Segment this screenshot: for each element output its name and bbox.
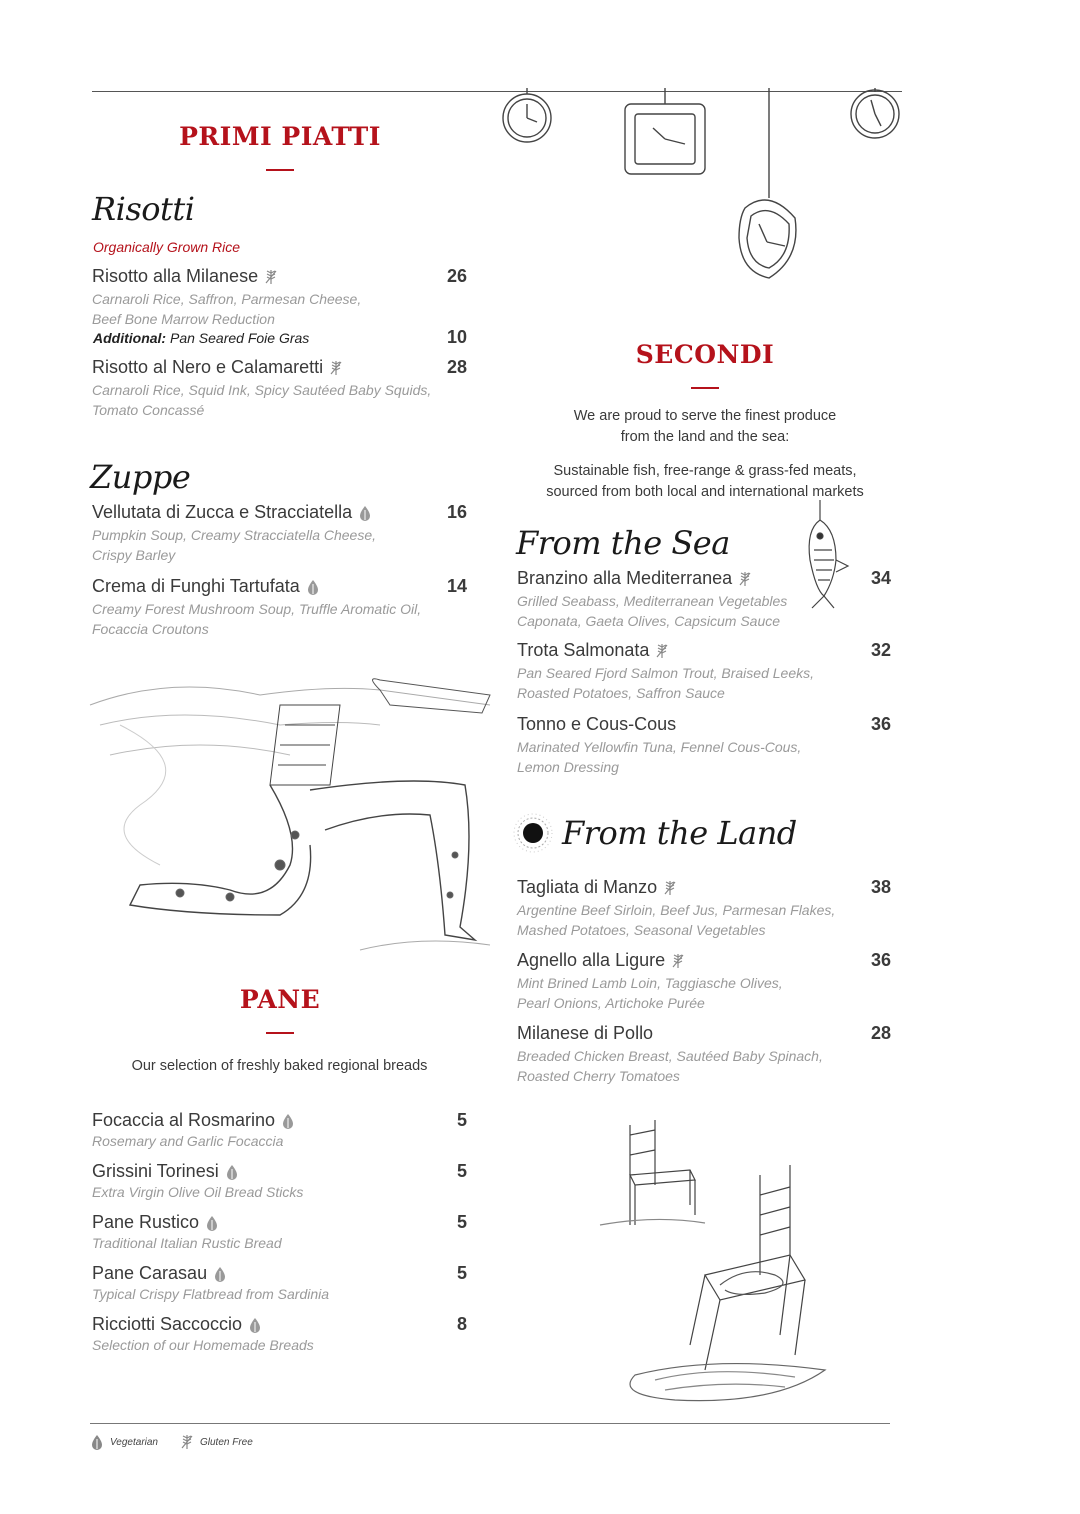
item-name: Tagliata di Manzo: [517, 877, 658, 897]
item-desc-line: Mashed Potatoes, Seasonal Vegetables: [517, 921, 766, 938]
item-name: Milanese di Pollo: [517, 1023, 654, 1043]
item-description: Typical Crispy Flatbread from Sardinia: [92, 1286, 330, 1302]
vegetarian-icon: [205, 1215, 219, 1231]
vegetarian-icon: [358, 505, 372, 521]
menu-item-grissini: [92, 1161, 467, 1203]
item-name: Focaccia al Rosmarino: [92, 1110, 276, 1130]
menu-item-branzino: [517, 568, 891, 631]
item-desc-line: Breaded Chicken Breast, Sautéed Baby Spinach,: [517, 1048, 823, 1064]
item-price: 16: [446, 502, 467, 522]
item-price: 34: [870, 568, 891, 588]
gluten-free-icon: [671, 953, 685, 969]
vegetarian-icon: [248, 1317, 262, 1333]
item-description: [92, 290, 467, 329]
menu-item-risotto-nero: [92, 357, 467, 420]
item-desc-line: Carnaroli Rice, Saffron, Parmesan Cheese,: [92, 291, 362, 307]
primi-piatti-title: PRIMI PIATTI: [179, 122, 381, 151]
menu-item-ricciotti: [92, 1314, 467, 1356]
menu-item-milanese-pollo: [517, 1023, 891, 1086]
chairs-sketch: [595, 1115, 845, 1410]
item-description: [517, 592, 891, 631]
item-desc-line: Focaccia Croutons: [92, 620, 209, 637]
item-name: Vellutata di Zucca e Stracciatella: [92, 502, 353, 522]
item-name: Pane Carasau: [92, 1263, 208, 1283]
intro-line: Sustainable fish, free-range & grass-fed meats,: [553, 463, 857, 479]
item-desc-line: Grilled Seabass, Mediterranean Vegetables: [517, 593, 788, 609]
item-name: Risotto alla Milanese: [92, 266, 259, 286]
intro-line: We are proud to serve the finest produce: [573, 408, 837, 424]
item-desc-line: Creamy Forest Mushroom Soup, Truffle Aromatic Oil,: [92, 601, 422, 617]
item-name: Pane Rustico: [92, 1212, 200, 1232]
gluten-free-icon: [180, 1434, 194, 1450]
item-description: Rosemary and Garlic Focaccia: [92, 1133, 284, 1149]
item-price: 14: [446, 576, 467, 596]
item-desc-line: Caponata, Gaeta Olives, Capsicum Sauce: [517, 612, 781, 629]
item-description: [92, 526, 467, 565]
bottom-rule: [90, 1423, 890, 1424]
item-price: 5: [456, 1212, 467, 1232]
vegetarian-icon: [90, 1434, 104, 1450]
item-desc-line: Roasted Potatoes, Saffron Sauce: [517, 684, 725, 701]
item-name: Tonno e Cous-Cous: [517, 714, 677, 734]
gluten-free-icon: [329, 360, 343, 376]
item-price: 38: [870, 877, 891, 897]
gluten-free-icon: [264, 269, 278, 285]
item-price: 5: [456, 1110, 467, 1130]
item-desc-line: Pearl Onions, Artichoke Purée: [517, 994, 705, 1011]
vegetarian-icon: [281, 1113, 295, 1129]
secondi-intro: [505, 406, 905, 503]
item-desc-line: Beef Bone Marrow Reduction: [92, 310, 275, 327]
item-desc-line: Carnaroli Rice, Squid Ink, Spicy Sautéed Baby Squids,: [92, 382, 432, 398]
additional-label: Additional:: [93, 330, 167, 346]
menu-item-pane-carasau: [92, 1263, 467, 1305]
menu-item-risotto-milanese: [92, 266, 467, 329]
risotti-subheading: Organically Grown Rice: [93, 239, 241, 255]
intro-line: from the land and the sea:: [620, 429, 790, 445]
item-desc-line: Tomato Concassé: [92, 401, 205, 418]
from-the-sea-heading: From the Sea: [516, 524, 730, 562]
item-desc-line: Crispy Barley: [92, 546, 176, 563]
item-desc-line: Argentine Beef Sirloin, Beef Jus, Parmesan Flakes,: [517, 902, 836, 918]
item-price: 8: [456, 1314, 467, 1334]
legend-vegetarian: Vegetarian: [110, 1436, 158, 1448]
item-description: [517, 1047, 891, 1086]
vegetarian-icon: [213, 1266, 227, 1282]
secondi-title: SECONDI: [635, 340, 775, 369]
item-name: Branzino alla Mediterranea: [517, 568, 733, 588]
item-price: 26: [446, 266, 467, 286]
menu-item-tagliata: [517, 877, 891, 940]
item-description: Extra Virgin Olive Oil Bread Sticks: [92, 1184, 304, 1200]
item-description: [517, 901, 891, 940]
item-name: Agnello alla Ligure: [517, 950, 666, 970]
intro-line: sourced from both local and international markets: [546, 484, 864, 500]
pane-intro: Our selection of freshly baked regional breads: [131, 1058, 428, 1074]
pane-dash: [266, 1032, 294, 1034]
pane-title: PANE: [239, 985, 321, 1014]
item-name: Trota Salmonata: [517, 640, 650, 660]
pane-heading: [140, 985, 420, 1034]
item-description: Traditional Italian Rustic Bread: [92, 1235, 282, 1251]
item-description: [517, 738, 891, 777]
from-the-land-heading: From the Land: [562, 814, 797, 852]
item-name: Risotto al Nero e Calamaretti: [92, 357, 324, 377]
menu-item-focaccia: [92, 1110, 467, 1152]
item-description: [517, 974, 891, 1013]
legend-gluten-free: Gluten Free: [200, 1436, 253, 1448]
secondi-dash: [691, 387, 719, 389]
item-desc-line: Pan Seared Fjord Salmon Trout, Braised Leeks,: [517, 665, 815, 681]
vegetarian-icon: [225, 1164, 239, 1180]
gluten-free-icon: [738, 571, 752, 587]
item-name: Grissini Torinesi: [92, 1161, 219, 1181]
gluten-free-icon: [655, 643, 669, 659]
item-price: 36: [870, 950, 891, 970]
item-name: Ricciotti Saccoccio: [92, 1314, 243, 1334]
menu-item-pane-rustico: [92, 1212, 467, 1254]
secondi-heading: [565, 340, 845, 389]
item-desc-line: Roasted Cherry Tomatoes: [517, 1067, 680, 1084]
item-description: Selection of our Homemade Breads: [92, 1337, 314, 1353]
additional-price: 10: [446, 327, 467, 347]
menu-item-tonno: [517, 714, 891, 777]
item-description: [92, 600, 467, 639]
item-price: 36: [870, 714, 891, 734]
menu-item-crema-funghi: [92, 576, 467, 639]
item-desc-line: Mint Brined Lamb Loin, Taggiasche Olives,: [517, 975, 783, 991]
item-description: [517, 664, 891, 703]
vegetarian-icon: [306, 579, 320, 595]
item-price: 28: [446, 357, 467, 377]
gluten-free-icon: [663, 880, 677, 896]
clocks-sketch: [495, 88, 915, 288]
menu-item-trota: [517, 640, 891, 703]
running-figure-sketch: [80, 665, 500, 975]
item-price: 28: [870, 1023, 891, 1043]
item-price: 5: [456, 1161, 467, 1181]
zuppe-heading: Zuppe: [90, 458, 191, 496]
item-desc-line: Lemon Dressing: [517, 758, 619, 775]
menu-item-agnello: [517, 950, 891, 1013]
item-price: 5: [456, 1263, 467, 1283]
item-price: 32: [870, 640, 891, 660]
menu-item-vellutata: [92, 502, 467, 565]
item-desc-line: Pumpkin Soup, Creamy Stracciatella Cheese,: [92, 527, 377, 543]
primi-piatti-heading: [140, 122, 420, 171]
sun-sketch: [512, 812, 554, 854]
risotti-heading: Risotti: [92, 190, 195, 228]
additional-option: [93, 327, 467, 348]
item-name: Crema di Funghi Tartufata: [92, 576, 300, 596]
additional-text: Pan Seared Foie Gras: [170, 330, 310, 346]
primi-piatti-dash: [266, 169, 294, 171]
item-desc-line: Marinated Yellowfin Tuna, Fennel Cous-Cous,: [517, 739, 802, 755]
item-description: [92, 381, 467, 420]
dietary-legend: [90, 1434, 253, 1450]
